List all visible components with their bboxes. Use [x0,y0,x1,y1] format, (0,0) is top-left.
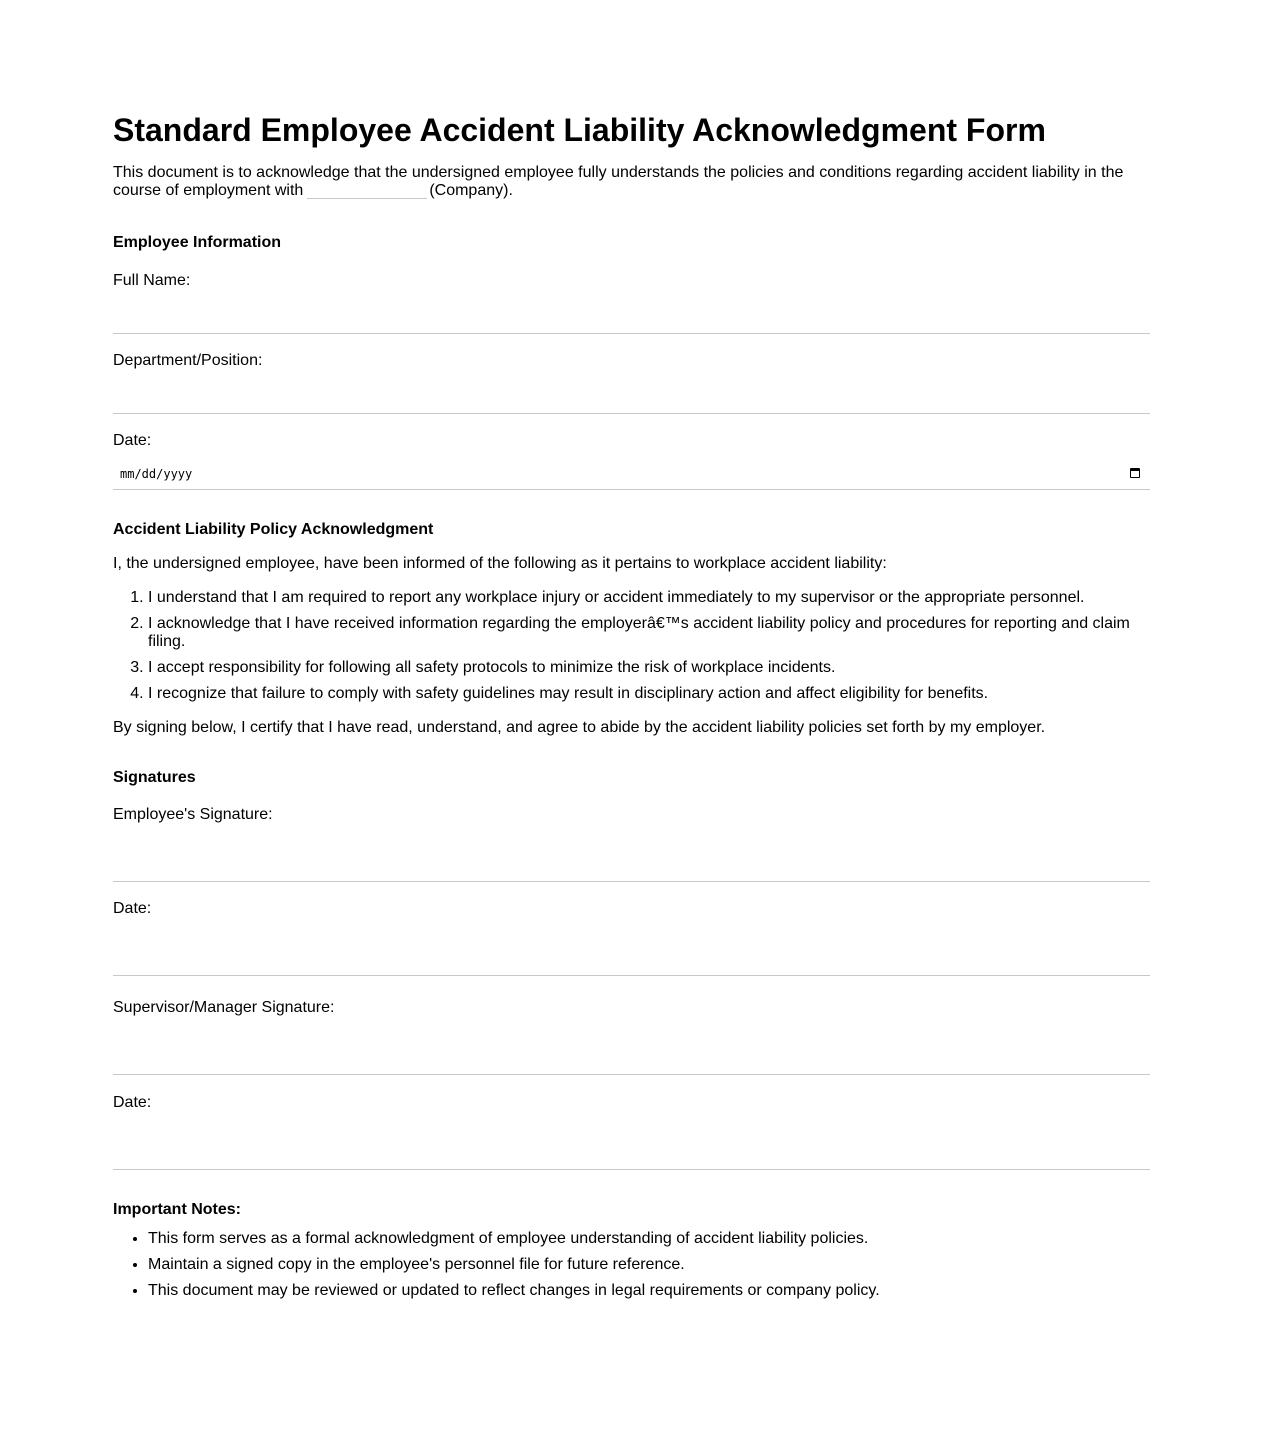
company-name-field[interactable] [307,184,427,199]
policy-closing: By signing below, I certify that I have read, understand, and agree to abide by the accident liability policies set forth by my employer. [113,719,1046,736]
notes-heading: Important Notes: [113,1201,241,1218]
intro-paragraph [113,164,1153,200]
supervisor-date-input[interactable] [113,1169,1150,1170]
date-placeholder: mm/dd/yyyy [120,467,193,481]
date-label: Date: [113,432,152,449]
full-name-input[interactable] [113,333,1150,334]
notes-list [113,1230,1168,1308]
policy-lead: I, the undersigned employee, have been informed of the following as it pertains to workplace accident liability: [113,555,887,572]
full-name-label: Full Name: [113,272,191,289]
calendar-icon[interactable] [1130,468,1140,478]
note-item: • This document may be reviewed or updated to reflect changes in legal requirements or company policy. [148,1282,1168,1300]
policy-item: 3. I accept responsibility for following all safety protocols to minimize the risk of workplace incidents. [148,659,1168,677]
intro-text: This document is to acknowledge that the undersigned employee fully understands the policies and conditions regarding accident liability in the course of employment with [113,164,1124,199]
policy-item: 2. I acknowledge that I have received information regarding the employerâ€™s accident liability policy and procedures for reporting and claim filing. [148,615,1168,651]
intro-company-suffix: (Company). [429,182,513,199]
employee-signature-input[interactable] [113,881,1150,882]
signatures-heading: Signatures [113,769,196,786]
policy-list [113,589,1168,711]
policy-heading: Accident Liability Policy Acknowledgment [113,521,434,538]
supervisor-signature-input[interactable] [113,1074,1150,1075]
policy-item: 4. I recognize that failure to comply with safety guidelines may result in disciplinary action and affect eligibility for benefits. [148,685,1168,703]
policy-item: 1. I understand that I am required to report any workplace injury or accident immediately to my supervisor or the appropriate personnel. [148,589,1168,607]
note-item: • This form serves as a formal acknowledgment of employee understanding of accident liability policies. [148,1230,1168,1248]
employee-signature-label: Employee's Signature: [113,806,273,823]
date-input[interactable] [113,461,1150,490]
department-input[interactable] [113,413,1150,414]
employee-info-heading: Employee Information [113,234,282,251]
supervisor-signature-label: Supervisor/Manager Signature: [113,999,335,1016]
department-label: Department/Position: [113,352,263,369]
employee-date-label: Date: [113,900,152,917]
supervisor-date-label: Date: [113,1094,152,1111]
employee-date-input[interactable] [113,975,1150,976]
page-title: Standard Employee Accident Liability Acknowledgment Form [113,112,1046,148]
note-item: • Maintain a signed copy in the employee's personnel file for future reference. [148,1256,1168,1274]
